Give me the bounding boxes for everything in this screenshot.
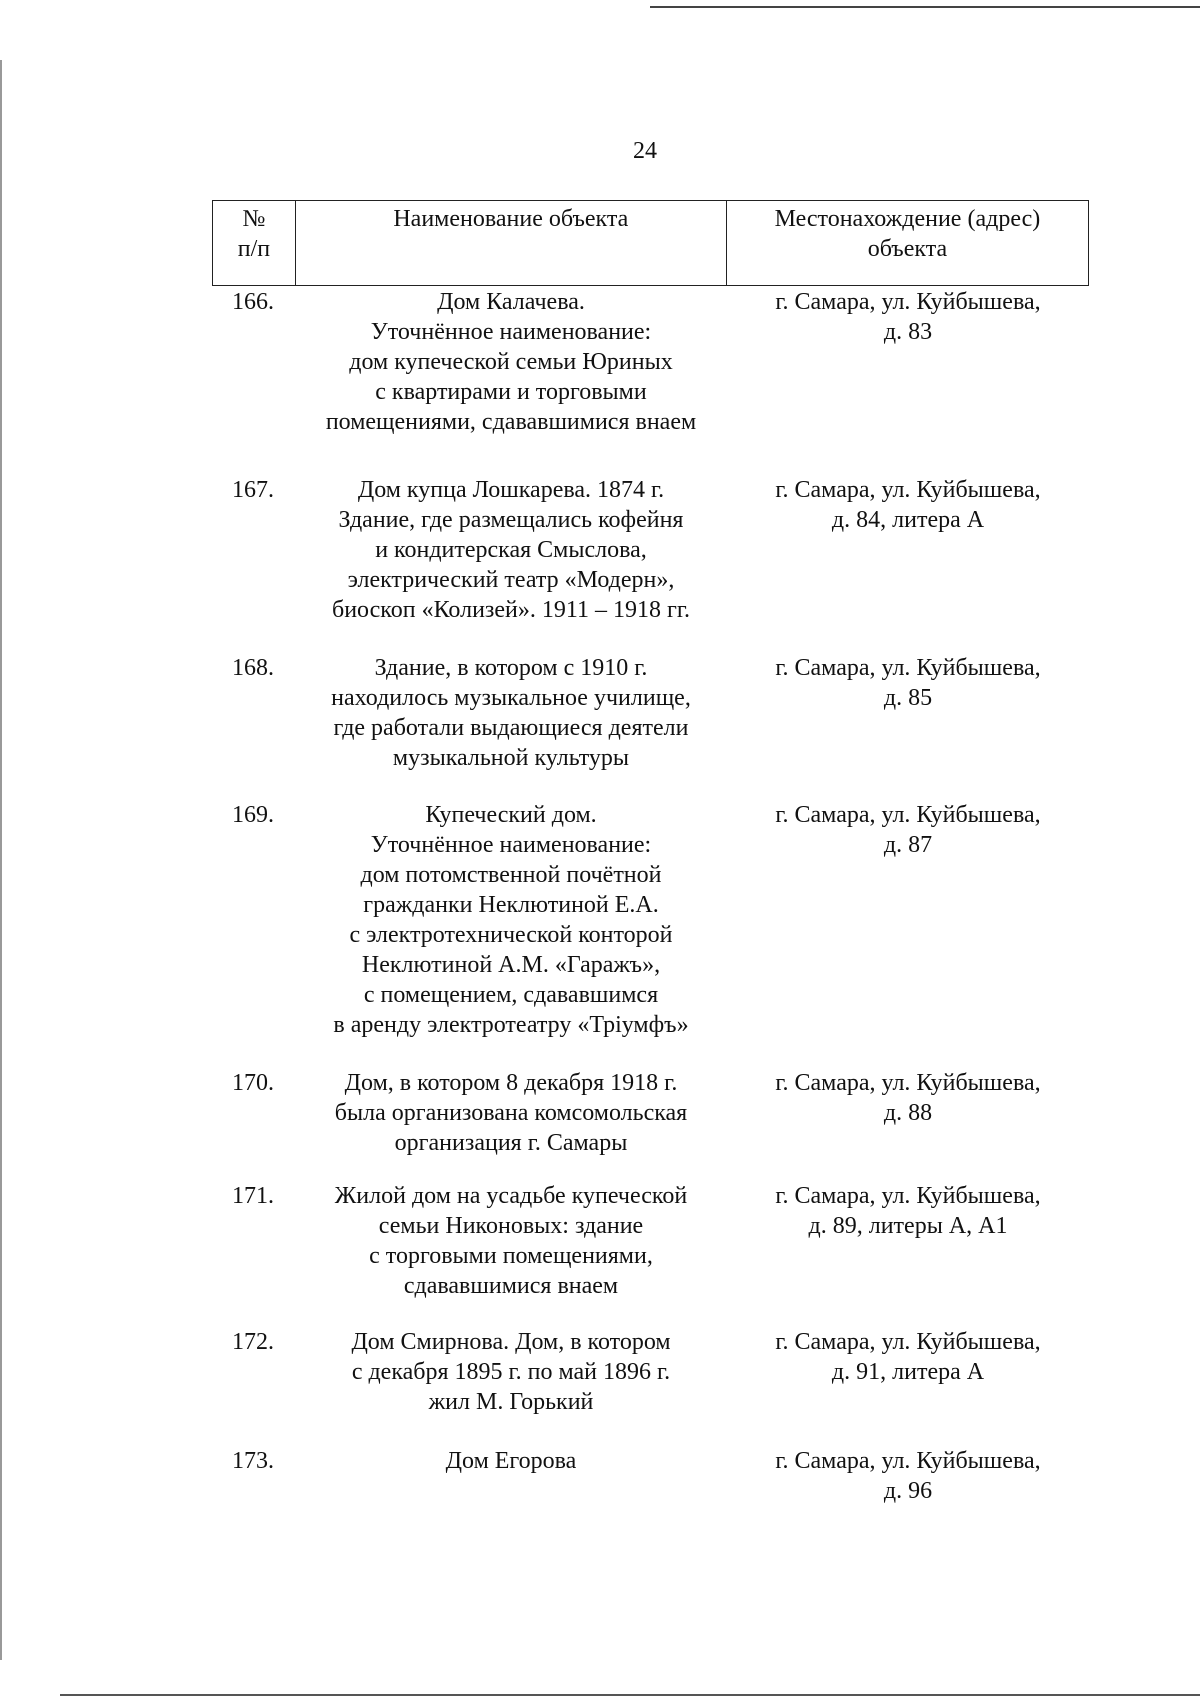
header-name-cell xyxy=(296,201,727,285)
object-address-cell xyxy=(727,1181,1089,1301)
object-name-line: с помещением, сдававшимся xyxy=(363,982,659,1008)
row-number: 169. xyxy=(232,802,274,828)
object-name-line: Дом Калачева. xyxy=(437,289,585,315)
object-address-line: д. 91, литера А xyxy=(831,1359,985,1385)
object-name-line: дом купеческой семьи Юриных xyxy=(349,349,673,375)
header-address-cell xyxy=(727,201,1088,285)
table-row xyxy=(212,1181,1089,1301)
object-address-line: г. Самара, ул. Куйбышева, xyxy=(775,1448,1041,1474)
object-address-line: д. 88 xyxy=(883,1100,933,1126)
object-address-line: г. Самара, ул. Куйбышева, xyxy=(775,1070,1041,1096)
object-name-cell xyxy=(295,287,727,437)
object-name-line: Здание, в котором с 1910 г. xyxy=(374,655,648,681)
object-name-line: Купеческий дом. xyxy=(425,802,597,828)
object-name-line: с декабря 1895 г. по май 1896 г. xyxy=(351,1359,671,1385)
object-name-line: гражданки Неклютиной Е.А. xyxy=(363,892,659,918)
object-address-line: г. Самара, ул. Куйбышева, xyxy=(775,1183,1041,1209)
row-number: 171. xyxy=(232,1183,274,1209)
object-name-line: дом потомственной почётной xyxy=(360,862,662,888)
object-address-cell xyxy=(727,800,1089,1040)
object-name-line: с квартирами и торговыми xyxy=(375,379,647,405)
header-num-line: № xyxy=(242,206,266,232)
object-address-line: г. Самара, ул. Куйбышева, xyxy=(775,655,1041,681)
object-name-line: Неклютиной А.М. «Гаражъ», xyxy=(361,952,661,978)
object-name-line: Дом, в котором 8 декабря 1918 г. xyxy=(344,1070,678,1096)
row-number: 167. xyxy=(232,477,274,503)
object-name-line: Уточнённое наименование: xyxy=(370,319,652,345)
object-name-line: с торговыми помещениями, xyxy=(369,1243,653,1269)
object-name-line: жил М. Горький xyxy=(428,1389,594,1415)
object-name-line: находилось музыкальное училище, xyxy=(331,685,691,711)
object-address-cell xyxy=(727,287,1089,437)
object-name-line: Жилой дом на усадьбе купеческой xyxy=(334,1183,688,1209)
row-number: 166. xyxy=(232,289,274,315)
object-name-line: Уточнённое наименование: xyxy=(370,832,652,858)
object-address-line: г. Самара, ул. Куйбышева, xyxy=(775,1329,1041,1355)
object-name-line: биоскоп «Колизей». 1911 – 1918 гг. xyxy=(332,597,690,623)
table-row xyxy=(212,800,1089,1040)
header-address-line: объекта xyxy=(867,236,948,262)
object-name-line: Дом купца Лошкарева. 1874 г. xyxy=(357,477,665,503)
object-name-line: организация г. Самары xyxy=(394,1130,628,1156)
object-name-cell xyxy=(295,1446,727,1506)
object-name-line: в аренду электротеатру «Тріумфъ» xyxy=(333,1012,689,1038)
object-name-line: где работали выдающиеся деятели xyxy=(333,715,689,741)
object-address-line: д. 87 xyxy=(883,832,933,858)
object-address-line: д. 89, литеры А, А1 xyxy=(808,1213,1008,1239)
object-address-cell xyxy=(727,1446,1089,1506)
object-name-line: и кондитерская Смыслова, xyxy=(375,537,647,563)
object-address-line: г. Самара, ул. Куйбышева, xyxy=(775,802,1041,828)
table-row xyxy=(212,475,1089,625)
object-address-cell xyxy=(727,1068,1089,1158)
object-name-line: помещениями, сдававшимися внаем xyxy=(325,409,697,435)
object-name-cell xyxy=(295,800,727,1040)
table-row xyxy=(212,287,1089,437)
object-name-line: Дом Егорова xyxy=(445,1448,577,1474)
object-address-cell xyxy=(727,1327,1089,1417)
object-name-cell xyxy=(295,1181,727,1301)
object-address-line: г. Самара, ул. Куйбышева, xyxy=(775,289,1041,315)
row-number: 170. xyxy=(232,1070,274,1096)
page-number: 24 xyxy=(633,138,657,164)
object-name-line: электрический театр «Модерн», xyxy=(347,567,675,593)
header-num-cell xyxy=(213,201,296,285)
object-name-cell xyxy=(295,1068,727,1158)
object-name-line: с электротехнической конторой xyxy=(349,922,673,948)
object-name-cell xyxy=(295,475,727,625)
object-address-line: д. 96 xyxy=(883,1478,933,1504)
scan-edge-line-bottom xyxy=(60,1694,1200,1696)
scan-edge-line-top xyxy=(650,6,1200,8)
object-address-cell xyxy=(727,653,1089,773)
object-address-line: д. 84, литера А xyxy=(831,507,985,533)
object-name-cell xyxy=(295,1327,727,1417)
row-number: 168. xyxy=(232,655,274,681)
table-row xyxy=(212,1327,1089,1417)
object-address-cell xyxy=(727,475,1089,625)
object-name-line: сдававшимися внаем xyxy=(403,1273,619,1299)
header-num-line: п/п xyxy=(237,236,271,262)
object-name-line: Дом Смирнова. Дом, в котором xyxy=(351,1329,671,1355)
table-header xyxy=(212,200,1089,286)
object-address-line: д. 85 xyxy=(883,685,933,711)
object-address-line: д. 83 xyxy=(883,319,933,345)
object-name-line: была организована комсомольская xyxy=(334,1100,688,1126)
object-address-line: г. Самара, ул. Куйбышева, xyxy=(775,477,1041,503)
header-address-line: Местонахождение (адрес) xyxy=(774,206,1041,232)
object-name-line: семьи Никоновых: здание xyxy=(378,1213,644,1239)
object-name-line: Здание, где размещались кофейня xyxy=(338,507,684,533)
scan-edge-line-left xyxy=(0,60,2,1660)
table-row xyxy=(212,653,1089,773)
row-number: 173. xyxy=(232,1448,274,1474)
row-number: 172. xyxy=(232,1329,274,1355)
header-name-line: Наименование объекта xyxy=(393,206,629,232)
object-name-line: музыкальной культуры xyxy=(392,745,630,771)
table-row xyxy=(212,1068,1089,1158)
table-row xyxy=(212,1446,1089,1506)
object-name-cell xyxy=(295,653,727,773)
